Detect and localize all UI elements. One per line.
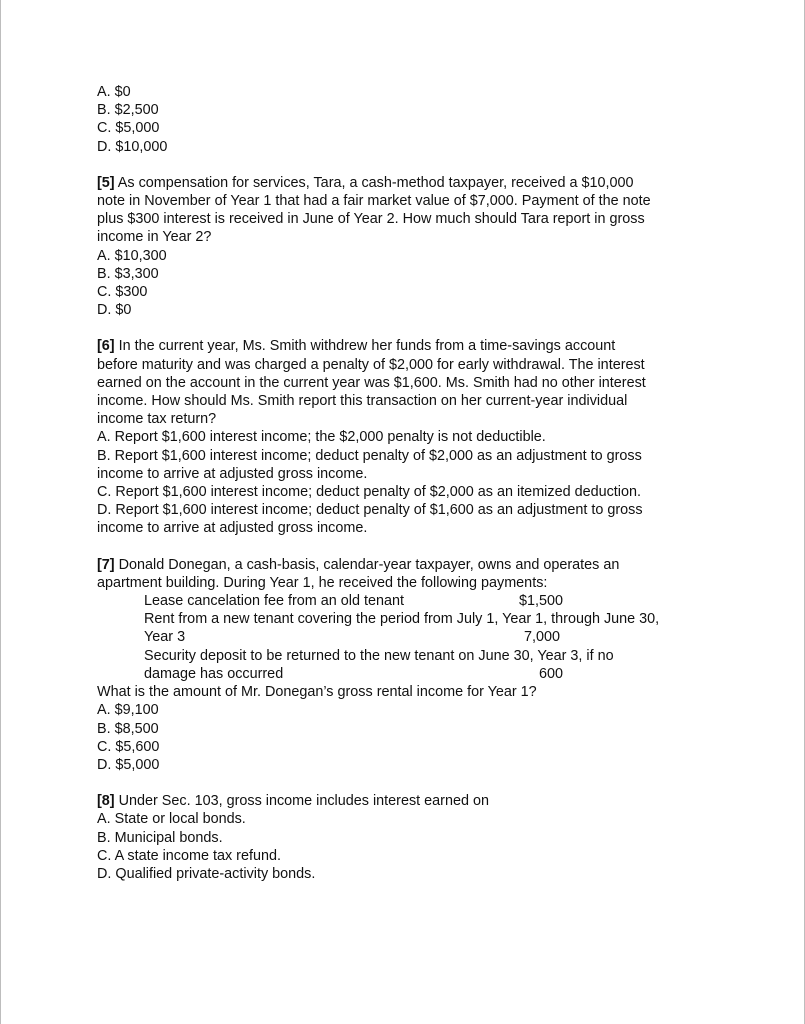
question-8 [97, 792, 737, 883]
q7-payment-deposit-line-1 [144, 647, 737, 665]
q7-lease-amount: $1,500 [519, 593, 564, 610]
q6-stem-line-1 [97, 337, 737, 355]
question-7 [97, 556, 737, 774]
q6-option-d-line-1: D. Report $1,600 interest income; deduct penalty of $1,600 as an adjustment to gross [97, 502, 643, 519]
spacer [97, 538, 737, 556]
q5-option-b: B. $3,300 [97, 265, 159, 282]
q8-stem-text: Under Sec. 103, gross income includes interest earned on [114, 793, 489, 810]
q7-question: What is the amount of Mr. Donegan’s gross rental income for Year 1? [97, 684, 537, 701]
q6-stem-line-2: before maturity and was charged a penalty of $2,000 for early withdrawal. The interest [97, 356, 645, 373]
spacer [97, 319, 737, 337]
q7-number: [7] [97, 556, 115, 573]
q4-option-c: C. $5,000 [97, 120, 160, 137]
q6-stem-line-3: earned on the account in the current year was $1,600. Ms. Smith had no other interest [97, 374, 646, 391]
q7-option-c: C. $5,600 [97, 738, 160, 755]
q7-stem-text-1: Donald Donegan, a cash-basis, calendar-year taxpayer, owns and operates an [114, 556, 620, 573]
q7-stem-line-2: apartment building. During Year 1, he received the following payments: [97, 574, 548, 591]
q5-option-d: D. $0 [97, 302, 132, 319]
q7-lease-label: Lease cancelation fee from an old tenant [144, 593, 405, 610]
q5-option-c: C. $300 [97, 284, 148, 301]
q5-stem-text-1: As compensation for services, Tara, a cash-method taxpayer, received a $10,000 [114, 174, 634, 191]
q6-option-d-line-2: income to arrive at adjusted gross income. [97, 520, 368, 537]
q7-option-b: B. $8,500 [97, 720, 159, 737]
q8-option-a: A. State or local bonds. [97, 811, 246, 828]
q4-option-b: B. $2,500 [97, 102, 159, 119]
spacer [97, 774, 737, 792]
q7-rent-amount: 7,000 [524, 629, 561, 646]
q8-option-b: B. Municipal bonds. [97, 829, 223, 846]
q5-stem-line-1 [97, 174, 737, 192]
q7-payment-lease [144, 592, 737, 610]
q7-deposit-amount: 600 [539, 665, 564, 682]
q5-stem-line-2: note in November of Year 1 that had a fair market value of $7,000. Payment of the note [97, 193, 651, 210]
q7-rent-label-1: Rent from a new tenant covering the period from July 1, Year 1, through June 30, [144, 611, 660, 628]
q7-stem-line-1 [97, 556, 737, 574]
q5-stem-line-4: income in Year 2? [97, 229, 212, 246]
q6-option-b-line-2: income to arrive at adjusted gross income. [97, 465, 368, 482]
q5-stem-line-3: plus $300 interest is received in June of Year 2. How much should Tara report in gross [97, 211, 645, 228]
q8-stem [97, 792, 737, 810]
q8-number: [8] [97, 793, 115, 810]
q6-option-c: C. Report $1,600 interest income; deduct penalty of $2,000 as an itemized deduction. [97, 484, 641, 501]
q6-option-a: A. Report $1,600 interest income; the $2,000 penalty is not deductible. [97, 429, 546, 446]
question-list [97, 83, 737, 883]
q4-option-a: A. $0 [97, 84, 131, 100]
spacer [97, 156, 737, 174]
q8-option-d: D. Qualified private-activity bonds. [97, 865, 316, 882]
q7-option-a: A. $9,100 [97, 702, 159, 719]
q8-option-c: C. A state income tax refund. [97, 847, 281, 864]
q6-option-b-line-1: B. Report $1,600 interest income; deduct penalty of $2,000 as an adjustment to gross [97, 447, 642, 464]
q6-stem-line-4: income. How should Ms. Smith report this transaction on her current-year individual [97, 393, 628, 410]
question-6 [97, 337, 737, 537]
q7-payment-rent-line-2 [144, 628, 737, 646]
question-4 [97, 83, 737, 156]
q7-payment-rent-line-1 [144, 610, 737, 628]
q6-number: [6] [97, 338, 115, 355]
q6-stem-line-5: income tax return? [97, 411, 217, 428]
q7-deposit-label-2: damage has occurred [144, 665, 284, 682]
q7-payment-deposit-line-2 [144, 665, 737, 683]
q7-option-d: D. $5,000 [97, 756, 160, 773]
q6-stem-text-1: In the current year, Ms. Smith withdrew her funds from a time-savings account [114, 338, 616, 355]
q7-payments-table [97, 592, 737, 683]
q4-option-d: D. $10,000 [97, 138, 168, 155]
q7-rent-label-2: Year 3 [144, 629, 186, 646]
question-5 [97, 174, 737, 320]
q7-deposit-label-1: Security deposit to be returned to the new tenant on June 30, Year 3, if no [144, 647, 614, 664]
q5-number: [5] [97, 174, 115, 191]
q5-option-a: A. $10,300 [97, 247, 167, 264]
